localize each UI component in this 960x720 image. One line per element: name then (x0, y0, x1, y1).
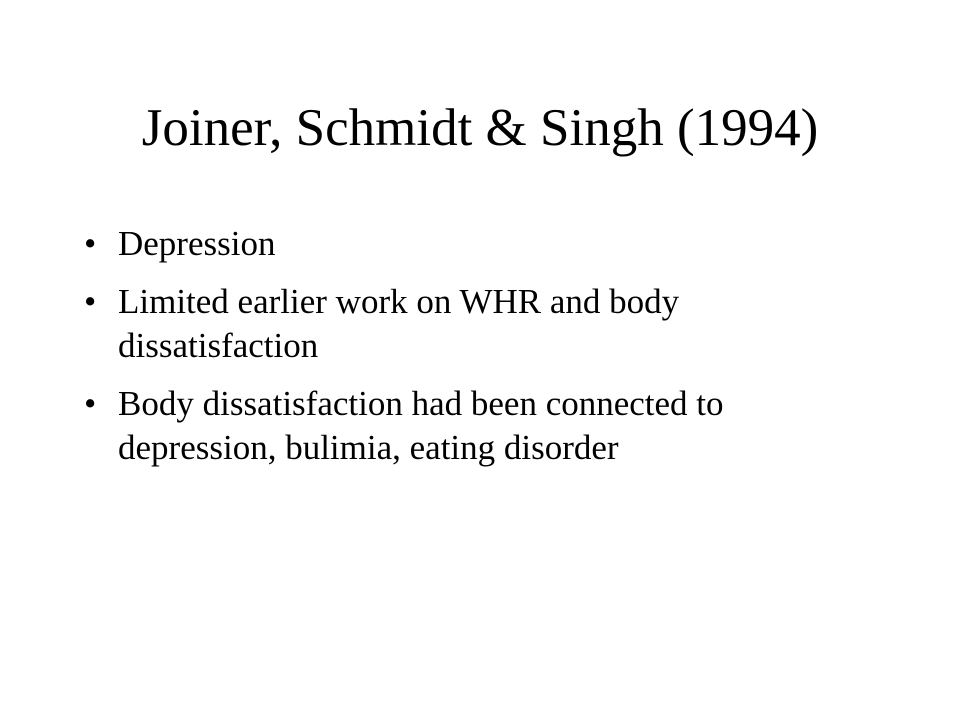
bullet-text: Limited earlier work on WHR and body dissatisfaction (118, 282, 680, 365)
bullet-dot-icon: • (84, 224, 97, 263)
bullet-text: Depression (118, 224, 276, 263)
bullet-text: Body dissatisfaction had been connected to depression, bulimia, eating disorder (118, 384, 724, 467)
bullet-item-body-dissatisfaction (84, 382, 864, 470)
bullet-dot-icon: • (84, 384, 97, 423)
bullet-item-depression (84, 222, 864, 266)
slide-title: Joiner, Schmidt & Singh (1994) (141, 99, 819, 157)
bullet-dot-icon: • (84, 282, 97, 321)
bullet-item-limited-work (84, 280, 864, 368)
bullet-list (84, 222, 864, 484)
